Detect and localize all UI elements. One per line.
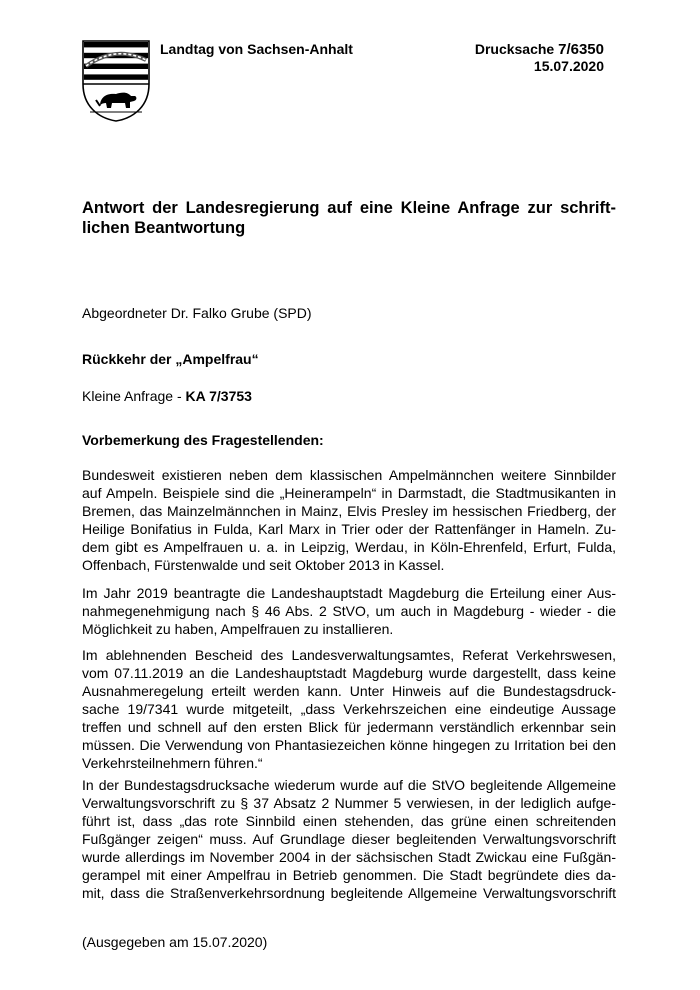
text-line: Bremen, das Mainzelmännchen in Mainz, Elvis Presley im hessischen Friedberg, der — [82, 503, 616, 519]
text-line: Fußgänger zeigen“ muss. Auf Grundlage dieser begleitenden Verwaltungsvorschrift — [82, 831, 616, 847]
inquiry-label: Kleine Anfrage - — [82, 388, 186, 404]
text-line: nahmegenehmigung nach § 46 Abs. 2 StVO, um auch in Magdeburg - wieder - die — [82, 603, 616, 619]
text-line: Bundesweit existieren neben dem klassischen Ampelmännchen weitere Sinnbilder — [82, 467, 616, 483]
text-line: mit, dass die Straßenverkehrsordnung begleitende Allgemeine Verwaltungsvorschrift — [82, 885, 616, 901]
paragraph-2 — [82, 584, 616, 638]
title-line: lichen Beantwortung — [82, 219, 246, 237]
inquiry-reference — [82, 387, 616, 405]
preface-heading: Vorbemerkung des Fragestellenden: — [82, 432, 324, 448]
paragraph-3 — [82, 646, 616, 772]
document-id-block — [475, 41, 604, 75]
coat-of-arms-icon — [82, 40, 150, 122]
issue-date-footer: (Ausgegeben am 15.07.2020) — [82, 934, 268, 950]
subject-heading: Rückkehr der „Ampelfrau“ — [82, 351, 259, 367]
text-line: Verwaltungsvorschrift zu § 37 Absatz 2 Nummer 5 verwiesen, in der lediglich aufge- — [82, 795, 616, 811]
document-date: 15.07.2020 — [533, 58, 604, 74]
text-line: wurde allerdings im November 2004 in der sächsischen Stadt Zwickau eine Fußgän- — [82, 849, 616, 865]
inquiry-number: KA 7/3753 — [185, 388, 252, 404]
text-line: Heilige Bonifatius in Fulda, Karl Marx in Trier oder der Rattenfänger in Hameln. Zu- — [82, 521, 616, 537]
parliament-name: Landtag von Sachsen-Anhalt — [160, 41, 353, 57]
drucksache-line — [475, 41, 604, 58]
author: Abgeordneter Dr. Falko Grube (SPD) — [82, 305, 312, 321]
text-line: dem gibt es Ampelfrauen u. a. in Leipzig, Werdau, in Köln-Ehrenfeld, Erfurt, Fulda, — [82, 539, 616, 555]
text-line: gerampel mit einer Ampelfrau in Betrieb genommen. Die Stadt begründete dies da- — [82, 867, 616, 883]
text-line: führt ist, dass „das rote Sinnbild einen stehenden, das grüne einen schreitenden — [82, 813, 616, 829]
document-title — [82, 198, 616, 238]
paragraph-1 — [82, 466, 616, 574]
drucksache-label: Drucksache — [474, 41, 555, 57]
text-line: treffen und schnell auf den ersten Blick für jedermann verständlich erkennbar sein — [82, 719, 616, 735]
text-line: sache 19/7341 wurde mitgeteilt, „dass Verkehrszeichen eine eindeutige Aussage — [82, 701, 616, 717]
text-line: Im Jahr 2019 beantragte die Landeshauptstadt Magdeburg die Erteilung einer Aus- — [82, 585, 616, 601]
text-line: auf Ampeln. Beispiele sind die „Heinerampeln“ in Darmstadt, die Stadtmusikanten in — [82, 485, 616, 501]
text-line: Offenbach, Fürstenwalde und seit Oktober 2013 in Kassel. — [82, 557, 445, 573]
title-line: Antwort der Landesregierung auf eine Kleine Anfrage zur schrift- — [82, 199, 616, 217]
text-line: In der Bundestagsdrucksache wiederum wurde auf die StVO begleitende Allgemeine — [82, 777, 616, 793]
paragraph-4 — [82, 776, 616, 902]
drucksache-number: 7/6350 — [558, 41, 604, 58]
text-line: Im ablehnenden Bescheid des Landesverwaltungsamtes, Referat Verkehrswesen, — [82, 647, 616, 663]
text-line: Ausnahmeregelung erteilt werden kann. Unter Hinweis auf die Bundestagsdruck- — [82, 683, 616, 699]
text-line: vom 07.11.2019 an die Landeshauptstadt Magdeburg wurde dargestellt, dass keine — [82, 665, 616, 681]
text-line: müssen. Die Verwendung von Phantasiezeichen könne hingegen zu Irritation bei den — [82, 737, 616, 753]
text-line: Möglichkeit zu haben, Ampelfrauen zu installieren. — [82, 621, 394, 637]
text-line: Verkehrsteilnehmern führen.“ — [82, 755, 263, 771]
